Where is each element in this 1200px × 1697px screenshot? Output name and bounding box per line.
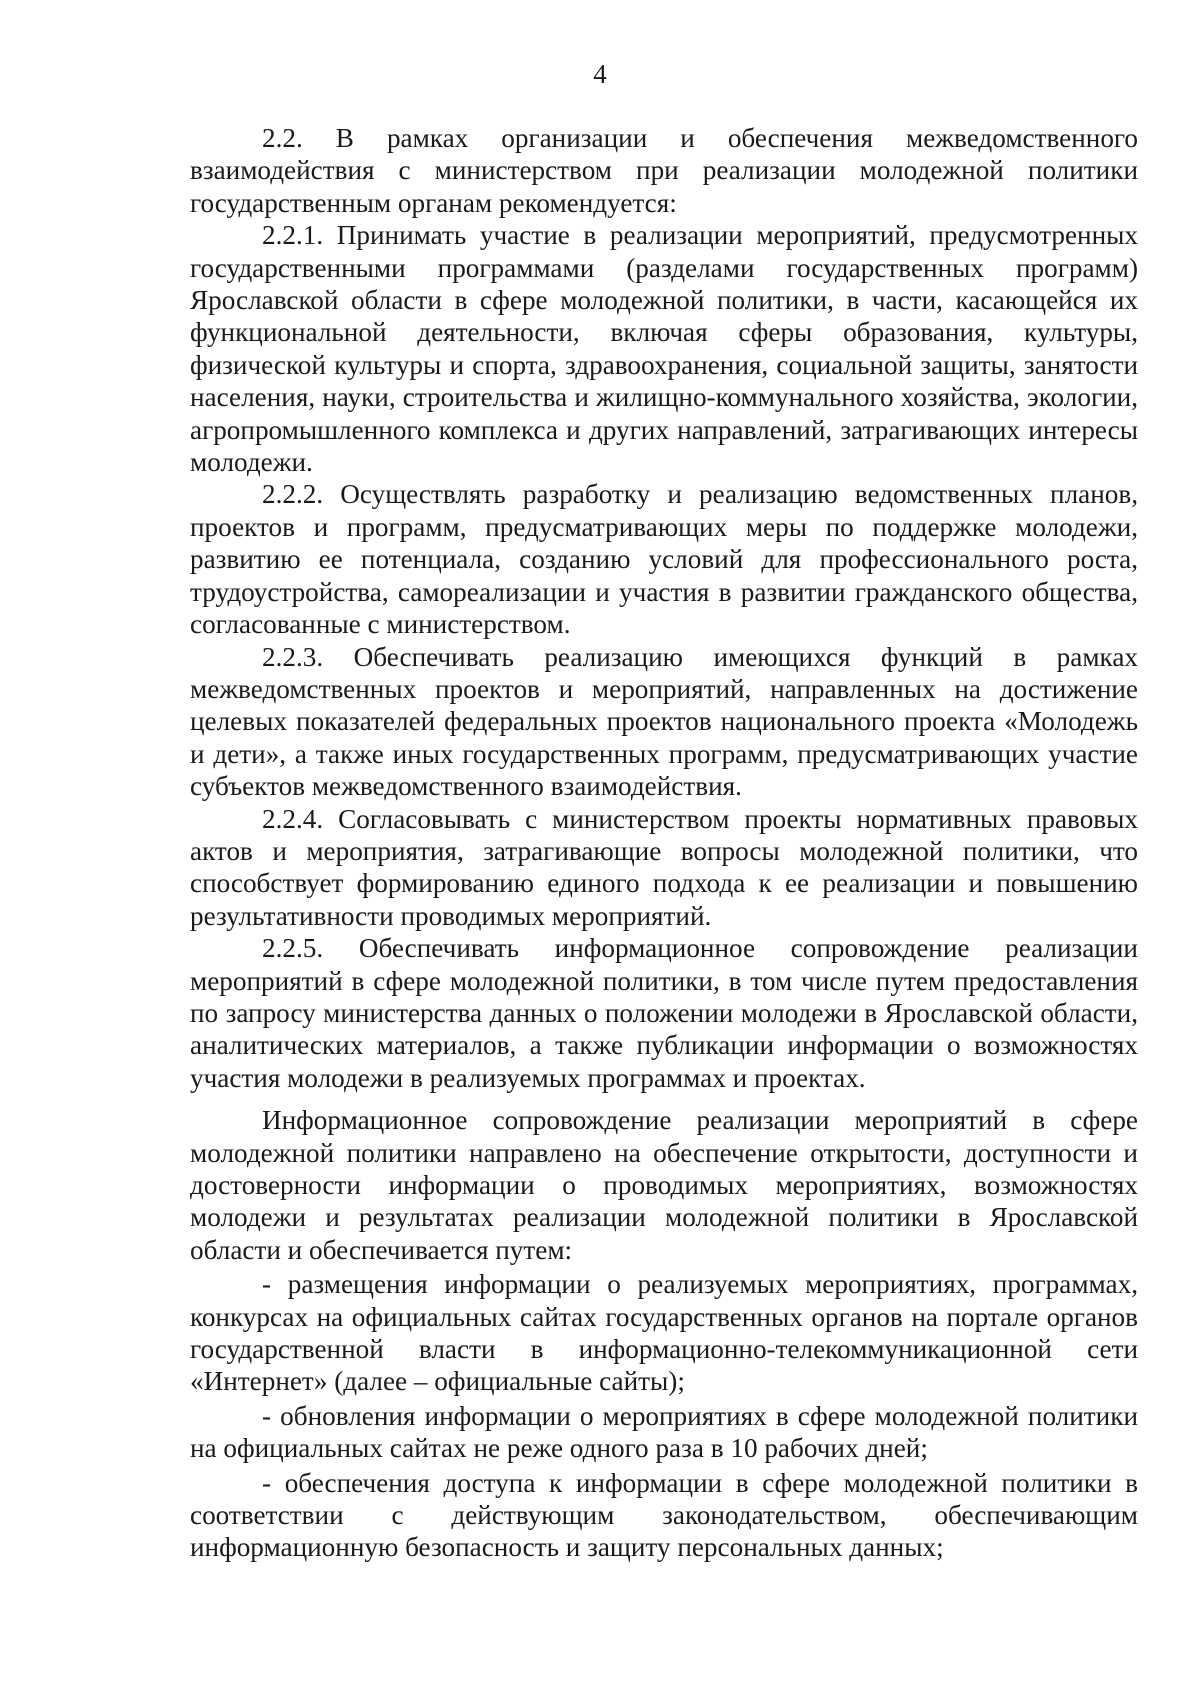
- paragraph-2-2-1: 2.2.1. Принимать участие в реализации мероприятий, предусмотренных государственными программами (разделами государственных программ) Ярославской области в сфере молодежной политики, в части, касающейся их функциональной деятельности, включая сферы образования, культуры, физической культуры и спорта, здравоохранения, социальной защиты, занятости населения, науки, строительства и жилищно-коммунального хозяйства, экологии, агропромышленного комплекса и других направлений, затрагивающих интересы молодежи.: [190, 220, 1138, 478]
- list-item-posting: - размещения информации о реализуемых мероприятиях, программах, конкурсах на официальных сайтах государственных органов на портале органов государственной власти в информационно-телекоммуникационной сети «Интернет» (далее – официальные сайты);: [190, 1269, 1138, 1397]
- page-number: 4: [593, 59, 607, 89]
- paragraph-2-2-5: 2.2.5. Обеспечивать информационное сопровождение реализации мероприятий в сфере молодежной политики, в том числе путем предоставления по запросу министерства данных о положении молодежи в Ярославской области, аналитических материалов, а также публикации информации о возможностях участия молодежи в реализуемых программах и проектах.: [190, 933, 1138, 1093]
- paragraph-2-2: 2.2. В рамках организации и обеспечения межведомственного взаимодействия с министерством при реализации молодежной политики государственным органам рекомендуется:: [190, 123, 1138, 218]
- paragraph-info-support: Информационное сопровождение реализации мероприятий в сфере молодежной политики направлено на обеспечение открытости, доступности и достоверности информации о проводимых мероприятиях, возможностях молодежи и результатах реализации молодежной политики в Ярославской области и обеспечивается путем:: [190, 1105, 1138, 1265]
- document-body: [190, 122, 1138, 1564]
- list-item-access: - обеспечения доступа к информации в сфере молодежной политики в соответствии с действующим законодательством, обеспечивающим информационную безопасность и защиту персональных данных;: [190, 1467, 1138, 1563]
- paragraph-2-2-2: 2.2.2. Осуществлять разработку и реализацию ведомственных планов, проектов и программ, предусматривающих меры по поддержке молодежи, развитию ее потенциала, созданию условий для профессионального роста, трудоустройства, самореализации и участия в развитии гражданского общества, согласованные с министерством.: [190, 479, 1138, 640]
- list-item-updating: - обновления информации о мероприятиях в сфере молодежной политики на официальных сайтах не реже одного раза в 10 рабочих дней;: [190, 1400, 1138, 1464]
- paragraph-2-2-4: 2.2.4. Согласовывать с министерством проекты нормативных правовых актов и мероприятия, затрагивающие вопросы молодежной политики, что способствует формированию единого подхода к ее реализации и повышению результативности проводимых мероприятий.: [190, 803, 1138, 931]
- paragraph-2-2-3: 2.2.3. Обеспечивать реализацию имеющихся функций в рамках межведомственных проектов и мероприятий, направленных на достижение целевых показателей федеральных проектов национального проекта «Молодежь и дети», а также иных государственных программ, предусматривающих участие субъектов межведомственного взаимодействия.: [190, 641, 1138, 802]
